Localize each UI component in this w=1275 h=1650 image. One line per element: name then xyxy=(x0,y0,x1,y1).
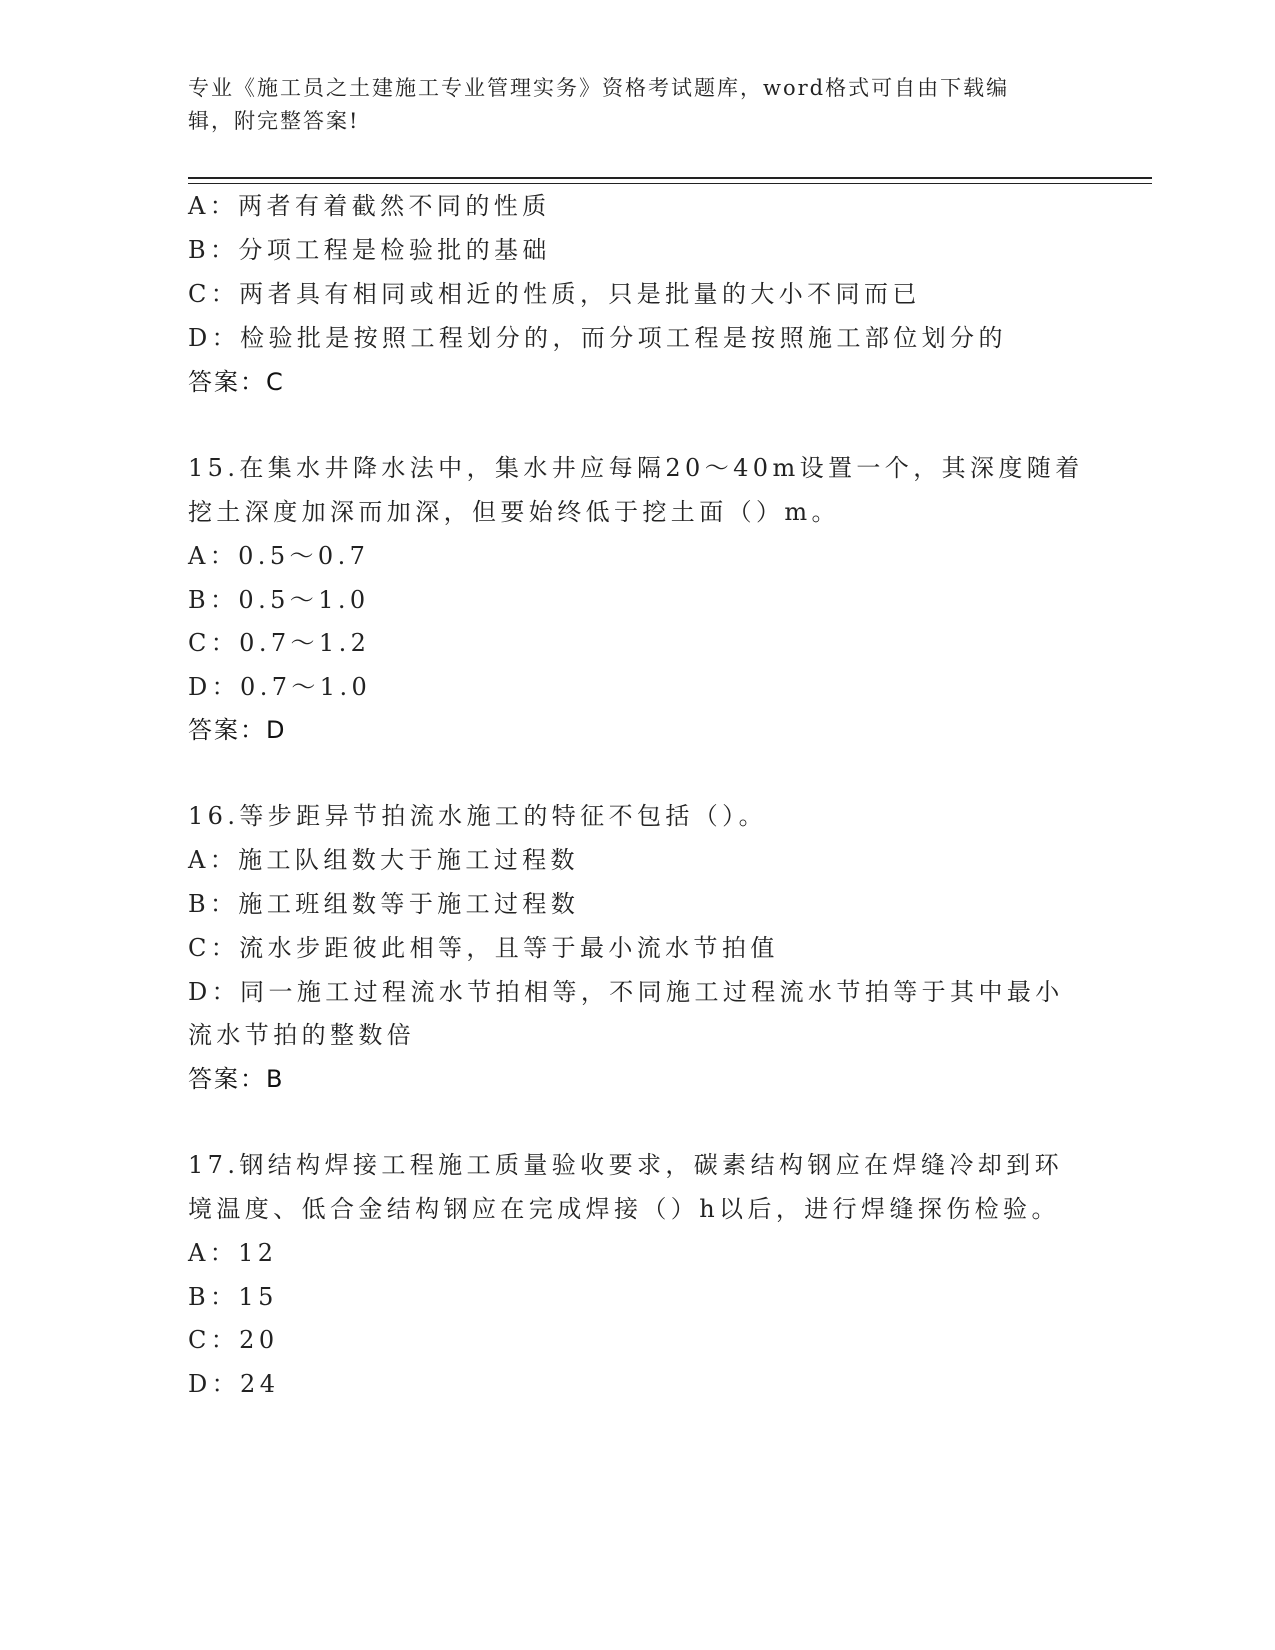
q17-option-a: A：12 xyxy=(188,1239,278,1267)
q14-option-c: C：两者具有相同或相近的性质，只是批量的大小不同而已 xyxy=(188,280,921,308)
q14-option-d: D：检验批是按照工程划分的，而分项工程是按照施工部位划分的 xyxy=(188,324,1007,352)
q16-option-d-line-1: D：同一施工过程流水节拍相等，不同施工过程流水节拍等于其中最小 xyxy=(188,978,1064,1006)
q15-option-c: C：0.7～1.2 xyxy=(188,629,371,657)
q17-option-d: D：24 xyxy=(188,1370,280,1398)
q17-option-c: C：20 xyxy=(188,1326,279,1354)
header-line-1: 专业《施工员之土建施工专业管理实务》资格考试题库，word格式可自由下载编 xyxy=(188,76,1010,100)
q14-option-a: A：两者有着截然不同的性质 xyxy=(188,192,551,220)
q16-answer: 答案：B xyxy=(188,1065,285,1093)
header-divider xyxy=(188,177,1152,184)
q15-option-d: D：0.7～1.0 xyxy=(188,673,372,701)
header-line-2: 辑，附完整答案! xyxy=(188,109,360,133)
q15-stem-line-2: 挖土深度加深而加深，但要始终低于挖土面（）m。 xyxy=(188,498,840,526)
q17-stem-line-2: 境温度、低合金结构钢应在完成焊接（）h以后，进行焊缝探伤检验。 xyxy=(188,1195,1060,1223)
q15-option-b: B：0.5～1.0 xyxy=(188,586,370,614)
q15-answer: 答案：D xyxy=(188,716,287,744)
q16-option-c: C：流水步距彼此相等，且等于最小流水节拍值 xyxy=(188,934,779,962)
q16-stem-line-1: 16.等步距异节拍流水施工的特征不包括（）。 xyxy=(188,802,767,830)
q17-stem-line-1: 17.钢结构焊接工程施工质量验收要求，碳素结构钢应在焊缝冷却到环 xyxy=(188,1151,1063,1179)
q14-option-b: B：分项工程是检验批的基础 xyxy=(188,236,551,264)
q14-answer: 答案：C xyxy=(188,368,285,396)
q15-option-a: A：0.5～0.7 xyxy=(188,542,370,570)
q16-option-a: A：施工队组数大于施工过程数 xyxy=(188,846,579,874)
q16-option-d-line-2: 流水节拍的整数倍 xyxy=(188,1021,416,1049)
q15-stem-line-1: 15.在集水井降水法中，集水井应每隔20～40m设置一个，其深度随着 xyxy=(188,454,1084,482)
q16-option-b: B：施工班组数等于施工过程数 xyxy=(188,890,580,918)
q17-option-b: B：15 xyxy=(188,1283,278,1311)
document-header xyxy=(188,72,1068,138)
